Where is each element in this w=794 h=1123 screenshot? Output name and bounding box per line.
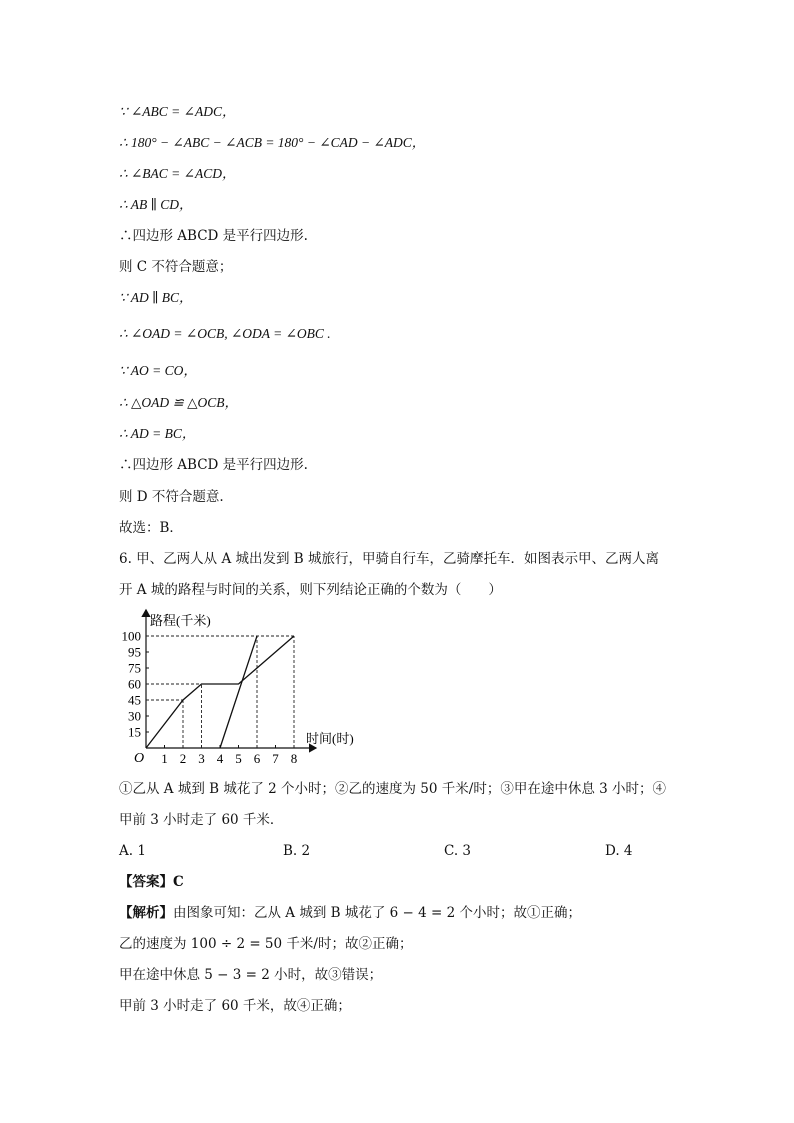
- proof-line-1: ∵ ∠ABC = ∠ADC，: [119, 104, 236, 119]
- proof-line-8: ∴ ∠OAD = ∠OCB, ∠ODA = ∠OBC .: [119, 326, 331, 341]
- proof-line-13: 则 D 不符合题意.: [119, 489, 224, 505]
- x-tick-label-7: 7: [272, 751, 279, 766]
- option-b: B. 2: [283, 843, 311, 859]
- x-tick-label-2: 2: [179, 751, 187, 766]
- question-line-2: 开 A 城的路程与时间的关系，则下列结论正确的个数为（ ）: [119, 582, 502, 598]
- proof-line-10: ∴ △OAD ≌ △OCB，: [119, 395, 239, 410]
- x-tick-label-6: 6: [253, 751, 261, 766]
- proof-line-4: ∴ AB ∥ CD，: [119, 197, 193, 212]
- proof-line-5: ∴四边形 ABCD 是平行四边形.: [119, 228, 308, 244]
- analysis-line-4: 甲前 3 小时走了 60 千米，故④正确；: [119, 998, 351, 1014]
- series-line-jia: [146, 636, 294, 748]
- x-tick-label-5: 5: [235, 751, 242, 766]
- proof-line-6: 则 C 不符合题意；: [119, 259, 233, 275]
- analysis-line-3: 甲在途中休息 5 − 3 = 2 小时，故③错误；: [119, 967, 383, 983]
- x-tick-label-1: 1: [161, 751, 168, 766]
- option-d: D. 4: [605, 843, 633, 859]
- analysis-text-1: 由图象可知：乙从 A 城到 B 城花了 6 − 4 = 2 个小时；故①正确；: [173, 905, 581, 921]
- statement-line-1: ①乙从 A 城到 B 城花了 2 个小时；②乙的速度为 50 千米/时；③甲在途中休息 3 小时；④: [119, 781, 666, 797]
- proof-line-12: ∴四边形 ABCD 是平行四边形.: [119, 457, 308, 473]
- statement-line-2: 甲前 3 小时走了 60 千米．: [119, 812, 284, 828]
- proof-line-14: 故选：B．: [119, 520, 183, 536]
- option-a: A. 1: [119, 843, 146, 859]
- proof-line-3: ∴ ∠BAC = ∠ACD，: [119, 166, 236, 181]
- x-tick-label-8: 8: [290, 751, 298, 766]
- question-line-1: 6. 甲、乙两人从 A 城出发到 B 城旅行，甲骑自行车，乙骑摩托车．如图表示甲、乙两人离: [119, 551, 660, 567]
- option-c: C. 3: [444, 843, 472, 859]
- distance-time-chart: [112, 604, 372, 774]
- proof-line-11: ∴ AD = BC，: [119, 426, 196, 441]
- origin-label: O: [134, 751, 145, 766]
- y-tick-label-15: 15: [128, 724, 141, 740]
- x-tick-label-3: 3: [198, 751, 205, 766]
- y-tick-label-95: 95: [128, 644, 141, 660]
- y-tick-label-30: 30: [128, 708, 141, 724]
- y-tick-label-75: 75: [128, 660, 141, 676]
- x-tick-label-4: 4: [216, 751, 224, 766]
- y-tick-label-100: 100: [121, 628, 141, 644]
- analysis-label: 【解析】: [119, 905, 173, 921]
- proof-line-9: ∵ AO = CO，: [119, 363, 197, 378]
- analysis-line-1: [119, 904, 581, 922]
- answer-label: 【答案】C: [119, 874, 184, 890]
- proof-line-7: ∵ AD ∥ BC，: [119, 290, 193, 305]
- y-tick-label-60: 60: [128, 676, 141, 692]
- analysis-line-2: 乙的速度为 100 ÷ 2 = 50 千米/时；故②正确；: [119, 936, 413, 952]
- y-tick-label-45: 45: [128, 692, 141, 708]
- y-axis-label: 路程(千米): [150, 613, 211, 628]
- x-axis-label: 时间(时): [306, 731, 354, 746]
- proof-line-2: ∴ 180° − ∠ABC − ∠ACB = 180° − ∠CAD − ∠ADC，: [119, 135, 426, 150]
- series-line-yi: [220, 636, 257, 748]
